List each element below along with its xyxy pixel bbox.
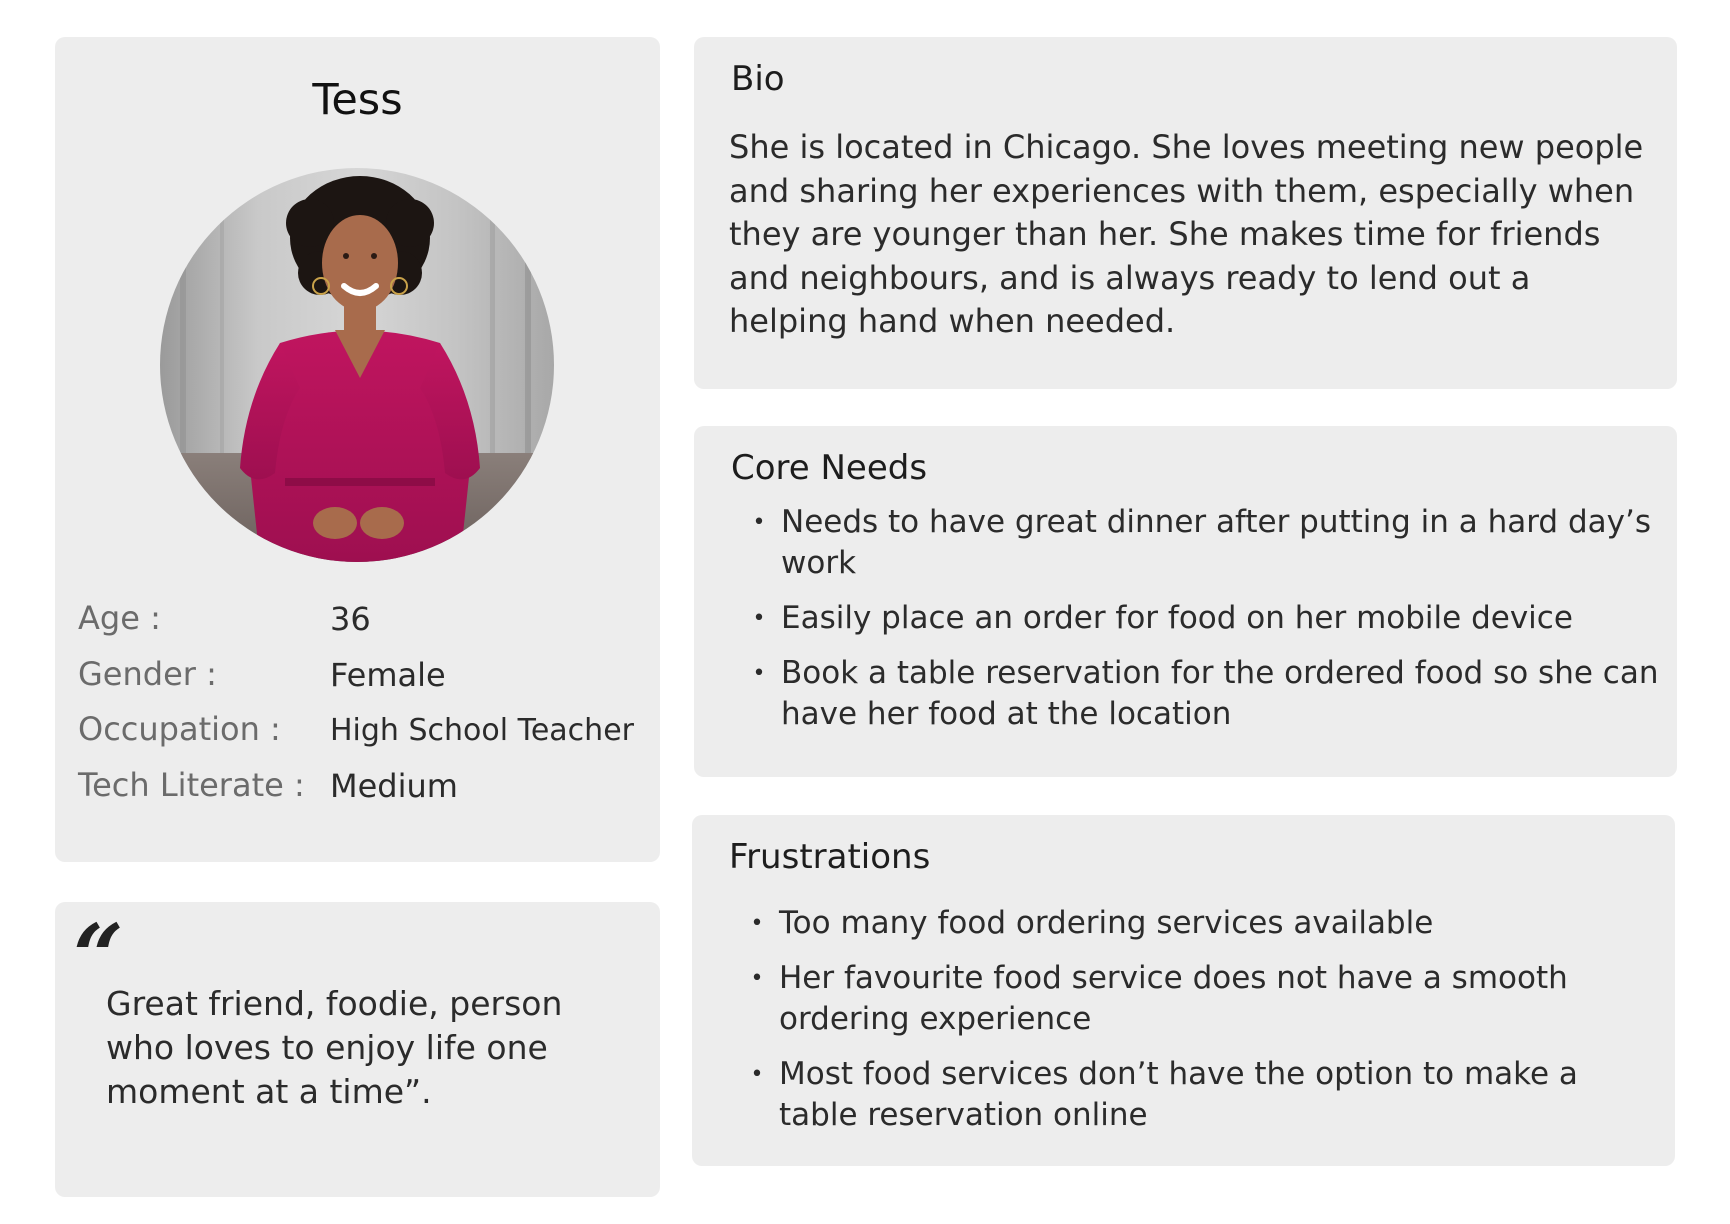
bio-title: Bio — [731, 59, 785, 99]
attribute-value: High School Teacher — [330, 713, 634, 748]
list-item-text: Her favourite food service does not have a smooth ordering experience — [779, 960, 1568, 1037]
frustrations-card — [692, 815, 1675, 1166]
core-needs-list — [749, 502, 1659, 749]
attribute-age — [78, 599, 648, 655]
avatar — [160, 168, 554, 562]
core-needs-title: Core Needs — [731, 448, 928, 488]
attribute-occupation — [78, 710, 648, 766]
bio-text: She is located in Chicago. She loves meeting new people and sharing her experiences with them, especially when they are younger than her. She makes time for friends and neighbours, and is always ready to lend out a helping hand when needed. — [729, 128, 1644, 340]
bullet-icon: • — [750, 966, 764, 991]
bio-card — [694, 37, 1677, 389]
list-item — [749, 598, 1659, 639]
list-item-text: Easily place an order for food on her mobile device — [781, 600, 1573, 636]
list-item — [747, 958, 1657, 1040]
list-item-text: Book a table reservation for the ordered food so she can have her food at the location — [781, 655, 1659, 732]
list-item-text: Most food services don’t have the option to make a table reservation online — [779, 1056, 1578, 1133]
quote-mark-icon: “ — [73, 904, 124, 1008]
quote-text: Great friend, foodie, person who loves to enjoy life one moment at a time”. — [106, 984, 563, 1111]
bullet-icon: • — [752, 606, 766, 631]
list-item — [747, 903, 1657, 944]
attribute-label: Occupation : — [78, 710, 281, 748]
frustrations-title: Frustrations — [729, 837, 931, 877]
list-item — [747, 1054, 1657, 1136]
profile-card — [55, 37, 660, 862]
attribute-label: Gender : — [78, 654, 217, 693]
list-item-text: Needs to have great dinner after putting in a hard day’s work — [781, 504, 1651, 581]
list-item — [749, 502, 1659, 584]
bullet-icon: • — [752, 510, 766, 535]
attributes-list — [78, 599, 648, 821]
persona-name: Tess — [312, 75, 403, 125]
attribute-gender — [78, 655, 648, 711]
attribute-label: Tech Literate : — [78, 765, 305, 804]
list-item-text: Too many food ordering services available — [779, 905, 1434, 941]
bullet-icon: • — [750, 911, 764, 936]
attribute-tech-literate — [78, 766, 648, 822]
core-needs-card — [694, 426, 1677, 777]
list-item — [749, 653, 1659, 735]
attribute-value: Medium — [330, 766, 458, 805]
attribute-value: Female — [330, 655, 446, 694]
frustrations-list — [747, 903, 1657, 1150]
attribute-value: 36 — [330, 600, 371, 638]
bullet-icon: • — [752, 661, 766, 686]
attribute-label: Age : — [78, 599, 161, 637]
bullet-icon: • — [750, 1062, 764, 1087]
quote-card — [55, 902, 660, 1197]
